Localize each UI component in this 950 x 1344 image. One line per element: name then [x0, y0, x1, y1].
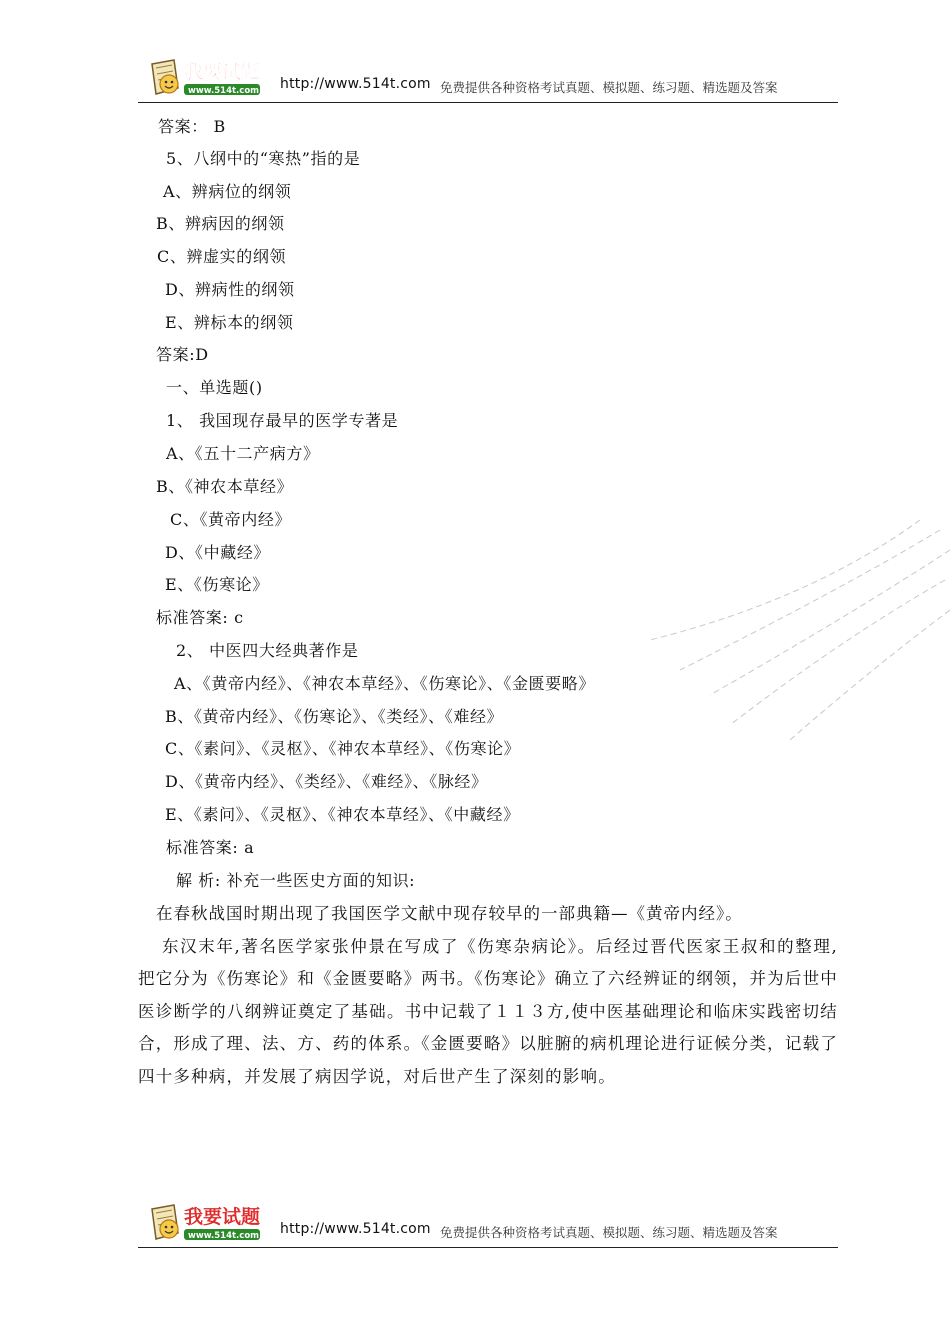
analysis-paragraph-text: 东汉末年,著名医学家张仲景在写成了《伤寒杂病论》。后经过晋代医家王叔和的整理,把它分为《伤寒论》和《金匮要略》两书。《伤寒论》确立了六经辨证的纲领，并为后世中医诊断学的八纲辨证奠定了基础。书中记载了１１３方,使中医基础理论和临床实践密切结合，形成了理、法、方、药的体系。《金匮要略》以脏腑的病机理论进行证候分类，记载了四十多种病，并发展了病因学说，对后世产生了深刻的影响。	[138, 937, 838, 1086]
footer-rule	[138, 1247, 838, 1248]
analysis-paragraph	[138, 931, 838, 1093]
question-line: 5、八纲中的“寒热”指的是	[166, 149, 361, 168]
option-line: A、《五十二产病方》	[166, 444, 320, 463]
option-line: D、辨病性的纲领	[165, 280, 295, 299]
answer-line: 答案:D	[156, 345, 209, 364]
question-line: 2、 中医四大经典著作是	[176, 641, 359, 660]
section-heading: 一、单选题()	[166, 378, 263, 397]
logo-icon	[148, 54, 264, 100]
answer-line: 答案： B	[158, 117, 226, 136]
logo-icon	[148, 1199, 264, 1245]
page-footer	[138, 1193, 838, 1249]
option-line: B、辨病因的纲领	[156, 214, 285, 233]
answer-line: 标准答案: c	[156, 608, 244, 627]
option-line: C、《素问》、《灵枢》、《神农本草经》、《伤寒论》	[165, 739, 521, 758]
decorative-lines	[640, 520, 950, 750]
logo-url: www.514t.com	[188, 1231, 260, 1241]
header-rule	[138, 102, 838, 103]
analysis-heading: 解 析: 补充一些医史方面的知识:	[176, 871, 416, 890]
option-line: E、《伤寒论》	[165, 575, 269, 594]
analysis-line: 在春秋战国时期出现了我国医学文献中现存较早的一部典籍—《黄帝内经》。	[156, 904, 743, 923]
logo-text: 我要试题	[184, 61, 261, 83]
option-line: E、辨标本的纲领	[165, 313, 294, 332]
site-url[interactable]: http://www.514t.com	[280, 1221, 431, 1237]
option-line: B、《神农本草经》	[156, 477, 294, 496]
option-line: C、《黄帝内经》	[170, 510, 292, 529]
option-line: C、辨虚实的纲领	[157, 247, 287, 266]
option-line: E、《素问》、《灵枢》、《神农本草经》、《中藏经》	[165, 805, 520, 824]
option-line: D、《中藏经》	[165, 543, 271, 562]
option-line: B、《黄帝内经》、《伤寒论》、《类经》、《难经》	[165, 707, 504, 726]
site-slogan: 免费提供各种资格考试真题、模拟题、练习题、精选题及答案	[440, 1225, 778, 1240]
page-header	[138, 48, 838, 104]
site-url[interactable]: http://www.514t.com	[280, 76, 431, 92]
logo-url: www.514t.com	[188, 86, 260, 96]
option-line: A、《黄帝内经》、《神农本草经》、《伤寒论》、《金匮要略》	[174, 674, 595, 693]
answer-line: 标准答案: a	[166, 838, 255, 857]
logo-text: 我要试题	[184, 1206, 261, 1228]
question-line: 1、 我国现存最早的医学专著是	[166, 411, 399, 430]
site-slogan: 免费提供各种资格考试真题、模拟题、练习题、精选题及答案	[440, 80, 778, 95]
option-line: A、辨病位的纲领	[163, 182, 292, 201]
option-line: D、《黄帝内经》、《类经》、《难经》、《脉经》	[165, 772, 488, 791]
